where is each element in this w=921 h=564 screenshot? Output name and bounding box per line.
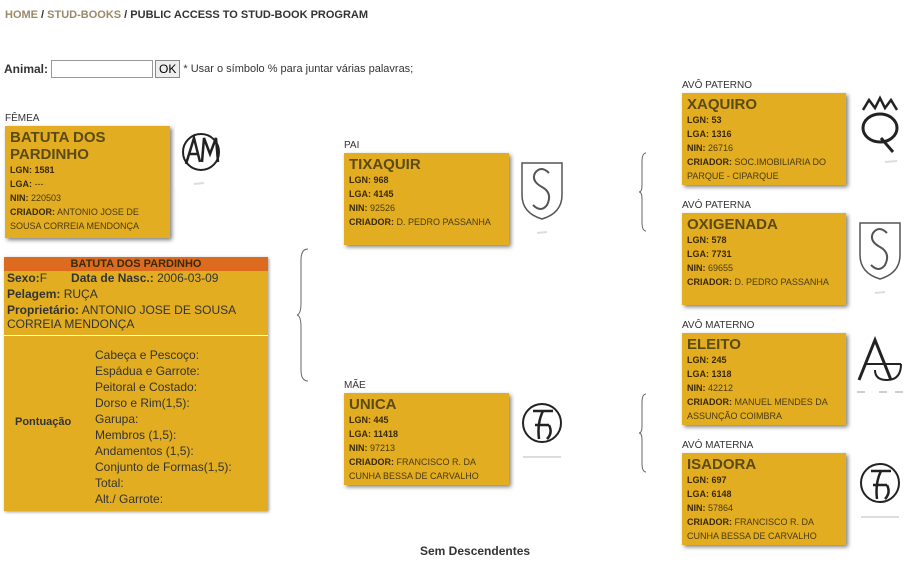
nin-value: 69655 [708, 263, 734, 273]
avo-materna-card[interactable] [682, 453, 846, 545]
sem-descendentes-text: Sem Descendentes [420, 544, 531, 558]
score-item: Peitoral e Costado: [95, 380, 198, 394]
lgn-value: 245 [711, 355, 727, 365]
lgn-label: LGN: [687, 235, 709, 245]
lga-label: LGA: [687, 369, 709, 379]
lgn-value: 445 [373, 415, 389, 425]
lgn-value: 53 [711, 115, 722, 125]
lga-value: 11418 [373, 429, 399, 439]
pai-card[interactable] [344, 153, 509, 245]
ok-button[interactable]: OK [155, 60, 180, 78]
pai-role-label: PAI [344, 140, 360, 151]
breadcrumb-studbooks-link[interactable]: STUD-BOOKS [47, 9, 122, 21]
nin-label: NIN: [687, 143, 706, 153]
pontuacao-label: Pontuação [15, 416, 72, 428]
avo-paterna-role-label: AVÓ PATERNA [682, 200, 751, 211]
brand-shield-s-icon [515, 153, 569, 237]
nin-label: NIN: [10, 193, 29, 203]
lga-value: 1318 [711, 369, 732, 379]
sexo-value: F [39, 271, 48, 285]
lgn-label: LGN: [349, 175, 371, 185]
nin-value: 42212 [708, 383, 734, 393]
divider [4, 335, 268, 336]
animal-search-input[interactable] [51, 60, 153, 78]
search-bar [4, 60, 413, 78]
brace-icon [638, 393, 648, 473]
nin-label: NIN: [687, 503, 706, 513]
mae-card[interactable] [344, 393, 509, 485]
lga-value: 1316 [711, 129, 732, 139]
nasc-value: 2006-03-09 [157, 271, 219, 285]
lga-label: LGA: [687, 129, 709, 139]
lga-value: --- [34, 179, 44, 189]
score-item: Membros (1,5): [95, 428, 177, 442]
lgn-label: LGN: [687, 115, 709, 125]
lgn-label: LGN: [349, 415, 371, 425]
criador-label: CRIADOR: [687, 517, 732, 527]
lga-label: LGA: [10, 179, 32, 189]
breadcrumb-separator: / [121, 9, 131, 21]
brand-fc-icon [852, 453, 908, 523]
femea-card[interactable] [5, 126, 170, 238]
brand-a-icon [852, 333, 908, 399]
nin-value: 92526 [370, 203, 396, 213]
lga-value: 7731 [711, 249, 732, 259]
lga-label: LGA: [349, 189, 371, 199]
proprietario-value: ANTONIO JOSE DE SOUSA CORREIA MENDONÇA [7, 303, 236, 331]
criador-label: CRIADOR: [349, 457, 394, 467]
brand-fc-icon [515, 393, 569, 463]
criador-value: SOC.IMOBILIARIA DO PARQUE - CIPARQUE [687, 157, 827, 181]
nasc-label: Data de Nasc.: [71, 271, 154, 285]
criador-label: CRIADOR: [687, 157, 732, 167]
horse-name[interactable]: BATUTA DOS PARDINHO [10, 129, 106, 163]
nin-label: NIN: [687, 263, 706, 273]
score-item: Cabeça e Pescoço: [95, 348, 200, 362]
criador-value: ANTONIO JOSE DE SOUSA CORREIA MENDONÇA [10, 207, 140, 231]
mae-role-label: MÃE [344, 380, 366, 391]
lgn-value: 697 [711, 475, 727, 485]
breadcrumb-current: PUBLIC ACCESS TO STUD-BOOK PROGRAM [130, 9, 369, 21]
score-item: Andamentos (1,5): [95, 444, 194, 458]
horse-name[interactable]: ELEITO [687, 336, 741, 353]
proprietario-label: Proprietário: [7, 303, 80, 317]
avo-materna-role-label: AVÓ MATERNA [682, 440, 754, 451]
nin-value: 26716 [708, 143, 734, 153]
brand-am-icon [175, 126, 227, 188]
horse-name[interactable]: OXIGENADA [687, 216, 778, 233]
avo-paterna-card[interactable] [682, 213, 846, 305]
nin-label: NIN: [349, 203, 368, 213]
brace-icon [296, 248, 310, 382]
score-item: Espádua e Garrote: [95, 364, 200, 378]
lgn-label: LGN: [687, 355, 709, 365]
nin-label: NIN: [687, 383, 706, 393]
brand-crown-q-icon [852, 93, 908, 165]
score-item: Conjunto de Formas(1,5): [95, 460, 232, 474]
lgn-value: 968 [373, 175, 389, 185]
lga-label: LGA: [349, 429, 371, 439]
nin-value: 97213 [370, 443, 396, 453]
criador-value: MANUEL MENDES DA ASSUNÇÃO COIMBRA [687, 397, 828, 421]
brace-icon [638, 152, 648, 232]
score-item: Garupa: [95, 412, 139, 426]
animal-label: Animal: [4, 62, 49, 76]
lgn-value: 578 [711, 235, 727, 245]
criador-label: CRIADOR: [349, 217, 394, 227]
avo-materno-role-label: AVÔ MATERNO [682, 320, 755, 331]
lgn-label: LGN: [687, 475, 709, 485]
score-item: Alt./ Garrote: [95, 492, 164, 506]
criador-label: CRIADOR: [687, 397, 732, 407]
horse-name[interactable]: UNICA [349, 396, 397, 413]
criador-value: FRANCISCO R. DA CUNHA BESSA DE CARVALHO [349, 457, 479, 481]
details-title: BATUTA DOS PARDINHO [4, 257, 268, 271]
breadcrumb-separator: / [38, 9, 48, 21]
score-item: Total: [95, 476, 124, 490]
nin-value: 57864 [708, 503, 734, 513]
search-hint: * Usar o símbolo % para juntar várias palavras; [183, 63, 414, 75]
sexo-label: Sexo: [7, 271, 40, 285]
lga-value: 4145 [373, 189, 394, 199]
avo-paterno-card[interactable] [682, 93, 846, 185]
horse-name[interactable]: ISADORA [687, 456, 757, 473]
horse-name[interactable]: TIXAQUIR [349, 156, 421, 173]
avo-materno-card[interactable] [682, 333, 846, 425]
criador-value: D. PEDRO PASSANHA [396, 217, 491, 227]
criador-value: FRANCISCO R. DA CUNHA BESSA DE CARVALHO [687, 517, 817, 541]
lga-label: LGA: [687, 249, 709, 259]
pontuacao-list [95, 347, 232, 507]
pelagem-label: Pelagem: [7, 287, 61, 301]
nin-value: 220503 [31, 193, 62, 203]
criador-label: CRIADOR: [687, 277, 732, 287]
pelagem-value: RUÇA [63, 287, 98, 301]
nin-label: NIN: [349, 443, 368, 453]
horse-name[interactable]: XAQUIRO [687, 96, 758, 113]
lgn-value: 1581 [34, 165, 55, 175]
breadcrumb [5, 9, 368, 21]
breadcrumb-home-link[interactable]: HOME [5, 9, 38, 21]
brand-shield-s-icon [852, 213, 908, 297]
femea-role-label: FÊMEA [5, 113, 40, 124]
lga-label: LGA: [687, 489, 709, 499]
criador-label: CRIADOR: [10, 207, 55, 217]
criador-value: D. PEDRO PASSANHA [734, 277, 829, 287]
lga-value: 6148 [711, 489, 732, 499]
animal-details-panel [4, 257, 268, 511]
score-item: Dorso e Rim(1,5): [95, 396, 190, 410]
lgn-label: LGN: [10, 165, 32, 175]
avo-paterno-role-label: AVÔ PATERNO [682, 80, 753, 91]
